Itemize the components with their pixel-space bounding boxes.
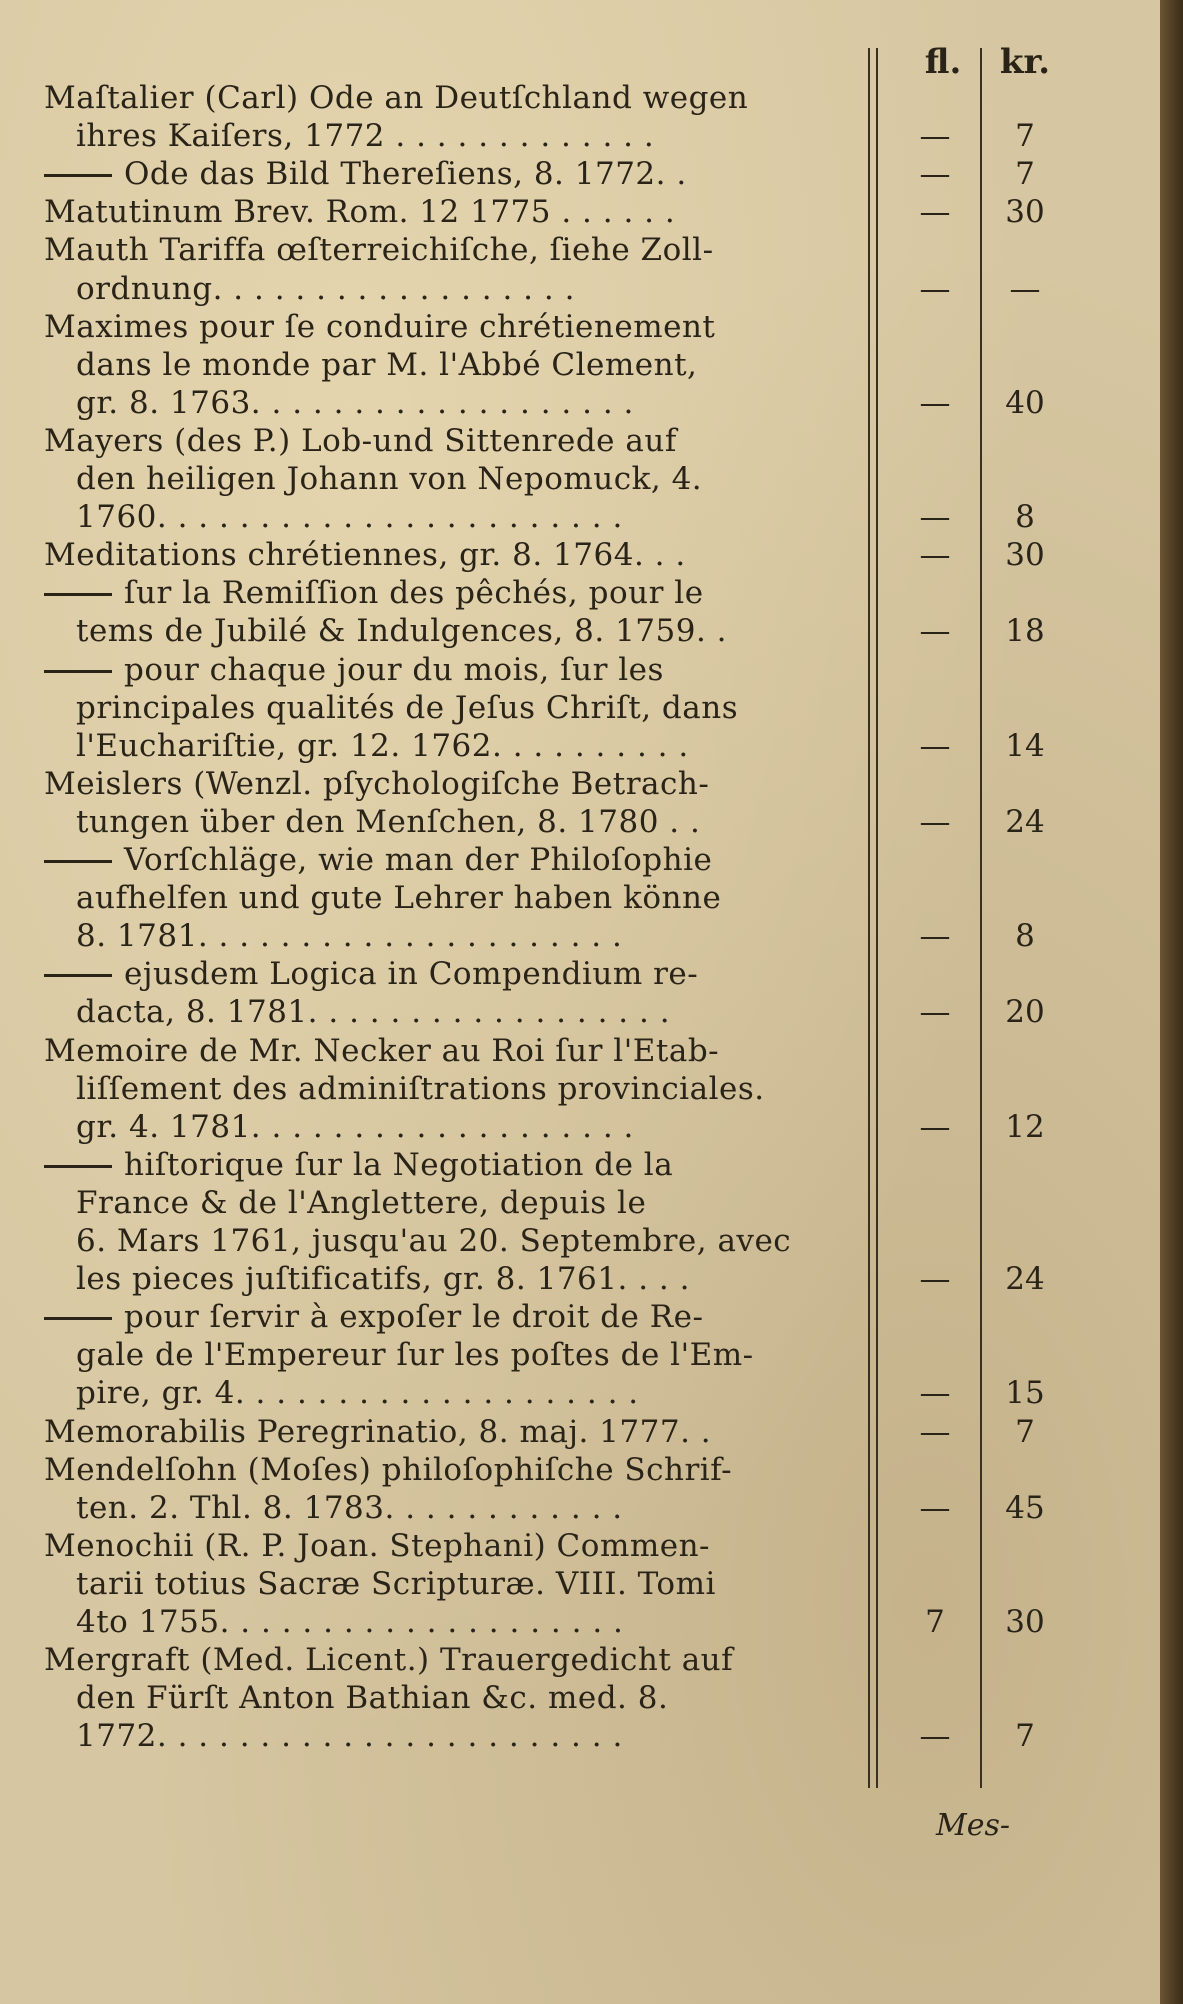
entry-line bbox=[0, 1526, 1160, 1566]
entry-text bbox=[76, 1602, 896, 1642]
entry-line bbox=[0, 840, 1160, 880]
entry-text-content: Maſtalier (Carl) Ode an Deutſchland wegen bbox=[44, 80, 749, 116]
entry-text bbox=[76, 1221, 896, 1261]
entry-text-content: gr. 4. 1781. . . . . . . . . . . . . . . . . . . bbox=[76, 1108, 634, 1145]
entry-line bbox=[0, 192, 1160, 232]
entry-text bbox=[44, 192, 864, 232]
ditto-dash bbox=[44, 860, 112, 863]
catchword: Mes- bbox=[935, 1808, 1010, 1843]
entry-text bbox=[44, 230, 864, 270]
price-florin: — bbox=[919, 499, 951, 536]
price-florin: — bbox=[919, 1375, 951, 1412]
price-florin: — bbox=[919, 803, 951, 840]
price-florin: — bbox=[919, 1261, 951, 1298]
entry-text-content: den Fürſt Anton Bathian &c. med. 8. bbox=[76, 1680, 669, 1717]
price-florin: — bbox=[919, 613, 951, 650]
entry-text-content: gr. 8. 1763. . . . . . . . . . . . . . . . . . . bbox=[76, 384, 634, 421]
entry-text-content: ihres Kaiſers, 1772 . . . . . . . . . . . . . bbox=[76, 118, 655, 155]
entry-text bbox=[44, 1031, 864, 1071]
entry-text-content: Mayers (des P.) Lob-und Sittenrede auf bbox=[44, 422, 677, 459]
price-florin: 7 bbox=[925, 1604, 945, 1640]
entry-text-content: Mendelſohn (Moſes) philoſophiſche Schrif- bbox=[44, 1451, 733, 1488]
entry-text-content: 6. Mars 1761, jusqu'au 20. Septembre, avec bbox=[76, 1223, 792, 1259]
entry-text bbox=[76, 1716, 896, 1756]
entry-text-content: Memorabilis Peregrinatio, 8. maj. 1777. . bbox=[44, 1413, 712, 1450]
entry-line bbox=[0, 383, 1160, 423]
entry-text-content: ten. 2. Thl. 8. 1783. . . . . . . . . . . . bbox=[76, 1489, 623, 1526]
entry-line bbox=[0, 1678, 1160, 1718]
entry-text bbox=[76, 992, 896, 1032]
entry-text bbox=[76, 802, 896, 842]
entry-text bbox=[76, 1678, 896, 1718]
entry-line bbox=[0, 345, 1160, 385]
entry-line bbox=[0, 688, 1160, 728]
entry-line bbox=[0, 269, 1160, 309]
entry-line bbox=[0, 1602, 1160, 1642]
entry-text-content: Vorſchläge, wie man der Philoſophie bbox=[124, 842, 713, 878]
ditto-dash bbox=[44, 593, 112, 596]
entry-line bbox=[0, 1373, 1160, 1413]
entry-text-content: Matutinum Brev. Rom. 12 1775 . . . . . . bbox=[44, 194, 676, 231]
price-florin: — bbox=[919, 1718, 951, 1755]
entry-line bbox=[0, 1716, 1160, 1756]
price-kreuzer: 14 bbox=[1005, 727, 1045, 764]
ditto-dash bbox=[44, 1165, 112, 1168]
entry-line bbox=[0, 650, 1160, 690]
entry-text-content: France & de l'Anglettere, depuis le bbox=[76, 1184, 647, 1221]
entry-text bbox=[44, 78, 864, 118]
price-florin: — bbox=[919, 918, 951, 955]
ditto-dash bbox=[44, 974, 112, 977]
entry-text bbox=[44, 1450, 864, 1490]
entry-line bbox=[0, 497, 1160, 537]
price-kreuzer: 15 bbox=[1005, 1375, 1045, 1412]
entry-line bbox=[0, 1259, 1160, 1299]
entry-line bbox=[0, 1412, 1160, 1452]
entry-text-content: 4to 1755. . . . . . . . . . . . . . . . . . . . bbox=[76, 1604, 624, 1640]
entry-line bbox=[0, 1297, 1160, 1337]
price-florin: — bbox=[919, 194, 951, 231]
entry-line bbox=[0, 459, 1160, 499]
entry-line bbox=[0, 573, 1160, 613]
price-kreuzer: — bbox=[1009, 270, 1041, 307]
entry-text bbox=[44, 154, 864, 194]
entry-text-content: tungen über den Menſchen, 8. 1780 . . bbox=[76, 803, 701, 840]
price-kreuzer: 40 bbox=[1005, 384, 1045, 421]
entry-line bbox=[0, 726, 1160, 766]
entry-text-content: pour ſervir à expoſer le droit de Re- bbox=[124, 1299, 704, 1336]
entry-text-content: 1772. . . . . . . . . . . . . . . . . . . . . . . bbox=[76, 1718, 623, 1755]
entry-text-content: ejusdem Logica in Compendium re- bbox=[124, 956, 699, 993]
entry-text bbox=[44, 650, 864, 690]
price-kreuzer: 7 bbox=[1015, 156, 1035, 193]
entry-line bbox=[0, 535, 1160, 575]
entry-text bbox=[76, 611, 896, 651]
entry-line bbox=[0, 611, 1160, 651]
entry-text-content: aufhelfen und gute Lehrer haben könne bbox=[76, 880, 722, 917]
entry-text bbox=[44, 421, 864, 461]
entry-text bbox=[76, 1107, 896, 1147]
entry-line bbox=[0, 1031, 1160, 1071]
entry-text-content: Ode das Bild Thereſiens, 8. 1772. . bbox=[124, 156, 687, 193]
entry-text-content: den heiligen Johann von Nepomuck, 4. bbox=[76, 461, 703, 497]
entry-line bbox=[0, 154, 1160, 194]
entry-text bbox=[76, 916, 896, 956]
entry-line bbox=[0, 1183, 1160, 1223]
entry-text-content: Memoire de Mr. Necker au Roi ſur l'Etab- bbox=[44, 1032, 720, 1069]
entry-text bbox=[76, 688, 896, 728]
ditto-dash bbox=[44, 670, 112, 673]
entry-text-content: les pieces juſtificatifs, gr. 8. 1761. . . . bbox=[76, 1261, 690, 1298]
entry-text bbox=[76, 269, 896, 309]
entry-text bbox=[44, 1526, 864, 1566]
entry-text bbox=[44, 573, 864, 613]
price-kreuzer: 45 bbox=[1005, 1489, 1045, 1526]
price-florin: — bbox=[919, 537, 951, 574]
entry-line bbox=[0, 1069, 1160, 1109]
entry-text-content: dans le monde par M. l'Abbé Clement, bbox=[76, 346, 698, 383]
entry-text bbox=[76, 1183, 896, 1223]
entry-text-content: ordnung. . . . . . . . . . . . . . . . . . bbox=[76, 270, 575, 307]
entry-text-content: 8. 1781. . . . . . . . . . . . . . . . . . . . . bbox=[76, 918, 623, 955]
entry-text bbox=[44, 1145, 864, 1185]
price-florin: — bbox=[919, 1489, 951, 1526]
ditto-dash bbox=[44, 1317, 112, 1320]
entry-line bbox=[0, 954, 1160, 994]
price-florin: — bbox=[919, 994, 951, 1031]
entry-line bbox=[0, 1335, 1160, 1375]
price-florin: — bbox=[919, 727, 951, 764]
ditto-dash bbox=[44, 174, 112, 177]
price-kreuzer: 24 bbox=[1005, 1261, 1045, 1298]
entry-line bbox=[0, 764, 1160, 804]
price-kreuzer: 30 bbox=[1005, 537, 1045, 574]
entry-line bbox=[0, 307, 1160, 347]
entry-text bbox=[76, 878, 896, 918]
entry-line bbox=[0, 1488, 1160, 1528]
entry-text bbox=[44, 1640, 864, 1680]
entry-text-content: Maximes pour ſe conduire chrétienement bbox=[44, 308, 716, 345]
price-kreuzer: 7 bbox=[1015, 118, 1035, 155]
entry-text bbox=[76, 726, 896, 766]
entry-text bbox=[76, 383, 896, 423]
entry-text bbox=[76, 497, 896, 537]
entry-text-content: l'Euchariſtie, gr. 12. 1762. . . . . . . . . . bbox=[76, 727, 689, 764]
entry-text-content: tems de Jubilé & Indulgences, 8. 1759. . bbox=[76, 613, 728, 650]
entry-text-content: ſur la Remiſſion des pêchés, pour le bbox=[124, 575, 704, 612]
entry-text-content: Meislers (Wenzl. pſychologiſche Betrach- bbox=[44, 765, 710, 802]
entry-line bbox=[0, 802, 1160, 842]
entry-text bbox=[44, 1297, 864, 1337]
entry-text bbox=[76, 1373, 896, 1413]
price-kreuzer: 30 bbox=[1005, 194, 1045, 231]
price-kreuzer: 18 bbox=[1005, 613, 1045, 650]
entry-text bbox=[44, 840, 864, 880]
entry-line bbox=[0, 230, 1160, 270]
entry-text bbox=[76, 345, 896, 385]
entry-line bbox=[0, 1107, 1160, 1147]
price-kreuzer: 8 bbox=[1015, 499, 1035, 536]
price-kreuzer: 30 bbox=[1005, 1604, 1045, 1640]
entry-text-content: principales qualités de Jeſus Chriſt, dans bbox=[76, 689, 739, 726]
entry-text-content: Menochii (R. P. Joan. Stephani) Commen- bbox=[44, 1527, 711, 1564]
price-kreuzer: 12 bbox=[1005, 1108, 1045, 1145]
header-kreuzer: kr. bbox=[999, 42, 1051, 82]
entry-line bbox=[0, 78, 1160, 118]
price-kreuzer: 24 bbox=[1005, 803, 1045, 840]
entry-text-content: hiſtorique ſur la Negotiation de la bbox=[124, 1146, 674, 1183]
entry-line bbox=[0, 1145, 1160, 1185]
entry-text-content: dacta, 8. 1781. . . . . . . . . . . . . . . . . . bbox=[76, 994, 671, 1031]
entry-text bbox=[76, 459, 896, 499]
book-binding bbox=[1160, 0, 1183, 2004]
entry-text-content: liſſement des adminiſtrations provinciales. bbox=[76, 1070, 765, 1107]
entry-text bbox=[76, 116, 896, 156]
entry-line bbox=[0, 878, 1160, 918]
price-kreuzer: 7 bbox=[1015, 1718, 1035, 1755]
entry-text bbox=[44, 307, 864, 347]
price-kreuzer: 7 bbox=[1015, 1413, 1035, 1450]
entry-text bbox=[44, 954, 864, 994]
entry-text-content: 1760. . . . . . . . . . . . . . . . . . . . . . . bbox=[76, 499, 623, 536]
price-kreuzer: 20 bbox=[1005, 994, 1045, 1031]
entry-line bbox=[0, 116, 1160, 156]
entry-text-content: pire, gr. 4. . . . . . . . . . . . . . . . . . . . bbox=[76, 1375, 639, 1412]
entry-text bbox=[76, 1488, 896, 1528]
entry-text bbox=[44, 535, 864, 575]
entry-line bbox=[0, 1450, 1160, 1490]
entry-text bbox=[44, 1412, 864, 1452]
entry-text-content: Meditations chrétiennes, gr. 8. 1764. . . bbox=[44, 537, 686, 574]
entry-text bbox=[76, 1069, 896, 1109]
entry-text bbox=[76, 1335, 896, 1375]
entry-text-content: pour chaque jour du mois, ſur les bbox=[124, 651, 664, 688]
entry-text-content: tarii totius Sacræ Scripturæ. VIII. Tomi bbox=[76, 1565, 716, 1602]
price-florin: — bbox=[919, 270, 951, 307]
entry-line bbox=[0, 421, 1160, 461]
entry-text bbox=[76, 1259, 896, 1299]
entry-line bbox=[0, 1564, 1160, 1604]
entry-line bbox=[0, 916, 1160, 956]
entry-text-content: Mergraft (Med. Licent.) Trauergedicht auf bbox=[44, 1642, 734, 1679]
entry-text-content: Mauth Tariffa œſterreichiſche, ſiehe Zoll- bbox=[44, 232, 714, 269]
price-florin: — bbox=[919, 1413, 951, 1450]
price-kreuzer: 8 bbox=[1015, 918, 1035, 955]
price-florin: — bbox=[919, 384, 951, 421]
entry-line bbox=[0, 992, 1160, 1032]
entry-text bbox=[44, 764, 864, 804]
price-florin: — bbox=[919, 156, 951, 193]
entry-line bbox=[0, 1640, 1160, 1680]
price-florin: — bbox=[919, 1108, 951, 1145]
price-florin: — bbox=[919, 118, 951, 155]
entry-text-content: gale de l'Empereur ſur les poſtes de l'Em- bbox=[76, 1337, 754, 1374]
entry-text bbox=[76, 1564, 896, 1604]
header-florin: fl. bbox=[924, 42, 962, 82]
entry-line bbox=[0, 1221, 1160, 1261]
